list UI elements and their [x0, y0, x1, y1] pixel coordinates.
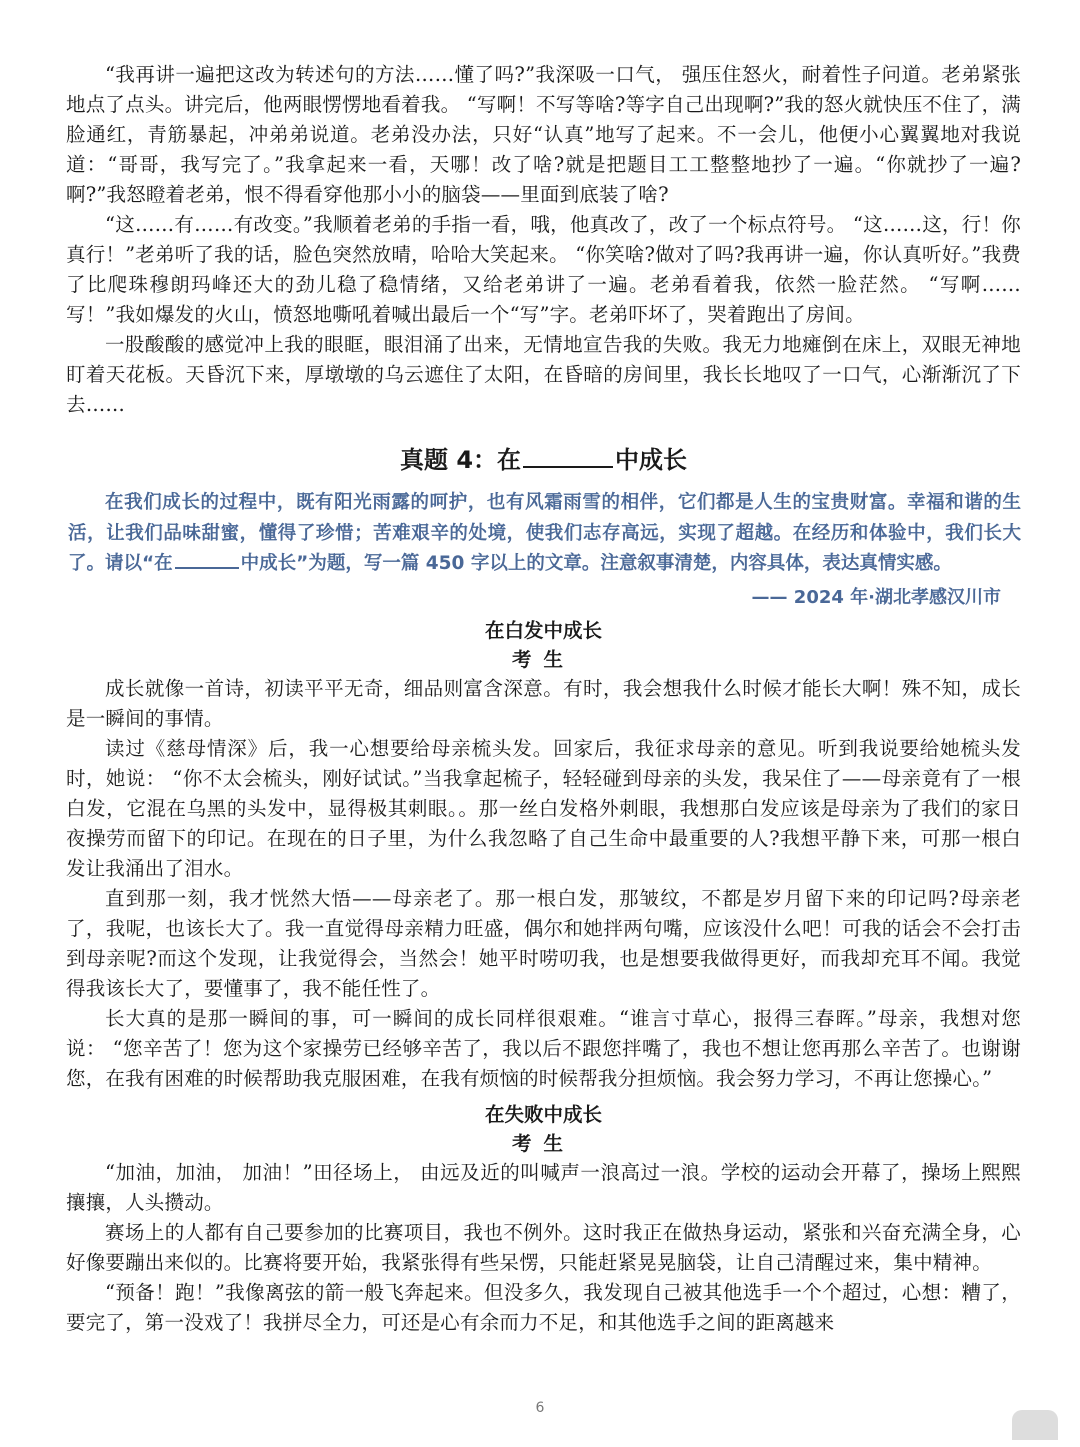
paragraph: 成长就像一首诗，初读平平无奇，细品则富含深意。有时，我会想我什么时候才能长大啊！殊不知，成长是一瞬间的事情。 — [66, 676, 1021, 730]
paragraph: “预备！跑！”我像离弦的箭一般飞奔起来。但没多久，我发现自己被其他选手一个个超过，心想：糟了，要完了，第一没戏了！我拼尽全力，可还是心有余而力不足，和其他选手之间的距离越来 — [66, 1280, 1021, 1334]
document-page — [66, 60, 1021, 1338]
title-blank — [523, 444, 613, 468]
section-title-prefix: 真题 4：在 — [399, 446, 522, 474]
paragraph: 赛场上的人都有自己要参加的比赛项目，我也不例外。这时我正在做热身运动，紧张和兴奋充满全身，心好像要蹦出来似的。比赛将要开始，我紧张得有些呆愣，只能赶紧晃晃脑袋，让自己清醒过来，集中精神。 — [66, 1220, 1021, 1274]
paragraph: “这……有……有改变。”我顺着老弟的手指一看，哦，他真改了，改了一个标点符号。 “这……这，行！你真行！”老弟听了我的话，脸色突然放晴，哈哈大笑起来。 “你笑啥?做对了吗?我再讲一遍，你认真听好。”我费了比爬珠穆朗玛峰还大的劲儿稳了稳情绪，又给老弟讲了一遍。老弟看着我，依然一脸茫然。 “写啊……写！”我如爆发的火山，愤怒地嘶吼着喊出最后一个“写”字。老弟吓坏了，哭着跑出了房间。 — [66, 213, 1021, 326]
essay-title: 在白发中成长 — [484, 618, 602, 642]
essay-title: 在失败中成长 — [484, 1102, 602, 1126]
paragraph: 直到那一刻，我才恍然大悟——母亲老了。那一根白发，那皱纹，不都是岁月留下来的印记吗?母亲老了，我呢，也该长大了。我一直觉得母亲精力旺盛，偶尔和她拌两句嘴，应该没什么吧！可我的话会不会打击到母亲呢?而这个发现，让我觉得会，当然会！她平时唠叨我，也是想要我做得更好，而我却充耳不闻。我觉得我该长大了，要懂事了，我不能任性了。 — [66, 886, 1021, 1000]
prompt-blank — [175, 549, 239, 569]
paragraph: 读过《慈母情深》后，我一心想要给母亲梳头发。回家后，我征求母亲的意见。听到我说要给她梳头发时，她说： “你不太会梳头，刚好试试。”当我拿起梳子，轻轻碰到母亲的头发，我呆住了——母亲竟有了一根白发，它混在乌黑的头发中，显得极其刺眼。。那一丝白发格外刺眼，我想那白发应该是母亲为了我们的家日夜操劳而留下的印记。在现在的日子里，为什么我忽略了自己生命中最重要的人?我想平静下来，可那一根白发让我涌出了泪水。 — [66, 736, 1021, 880]
essay-author: 考生 — [511, 647, 575, 671]
paragraph: 一股酸酸的感觉冲上我的眼眶，眼泪涌了出来，无情地宣告我的失败。我无力地瘫倒在床上，双眼无神地盯着天花板。天昏沉下来，厚墩墩的乌云遮住了太阳，在昏暗的房间里，我长长地叹了一口气，心渐渐沉了下去…… — [66, 333, 1021, 416]
paragraph: “加油，加油， 加油！”田径场上， 由远及近的叫喊声一浪高过一浪。学校的运动会开幕了，操场上熙熙攘攘，人头攒动。 — [66, 1160, 1021, 1214]
section-title-suffix: 中成长 — [615, 446, 688, 474]
page-number: 6 — [535, 1400, 545, 1416]
corner-watermark — [1012, 1410, 1058, 1440]
prompt-text-before: 在我们成长的过程中，既有阳光雨露的呵护，也有风霜雨雪的相伴，它们都是人生的宝贵财富。幸福和谐的生活，让我们品味甜蜜，懂得了珍惜；苦难艰辛的处境，使我们志存高远，实现了超越。在经历和体验中，我们长大了。请以“在 — [68, 492, 1021, 574]
section-title — [66, 442, 1021, 478]
prompt-source: —— 2024 年·湖北孝感汉川市 — [751, 586, 1001, 608]
essay-author: 考生 — [511, 1131, 575, 1155]
paragraph: 长大真的是那一瞬间的事，可一瞬间的成长同样很艰难。“谁言寸草心，报得三春晖。”母亲，我想对您说： “您辛苦了！您为这个家操劳已经够辛苦了，我以后不跟您拌嘴了，我也不想让您再那么辛苦了。也谢谢您，在我有困难的时候帮助我克服困难，在我有烦恼的时候帮我分担烦恼。我会努力学习，不再让您操心。” — [66, 1006, 1021, 1090]
paragraph: “我再讲一遍把这改为转述句的方法……懂了吗?”我深吸一口气， 强压住怒火，耐着性子问道。老弟紧张地点了点头。讲完后，他两眼愣愣地看着我。 “写啊！不写等啥?等字自己出现啊?”我的怒火就快压不住了，满脸通红，青筋暴起，冲弟弟说道。老弟没办法，只好“认真”地写了起来。不一会儿，他便小心翼翼地对我说道：“哥哥，我写完了。”我拿起来一看，天哪！改了啥?就是把题目工工整整地抄了一遍。“你就抄了一遍?啊?”我怒瞪着老弟，恨不得看穿他那小小的脑袋——里面到底装了啥? — [66, 63, 1021, 206]
essay-prompt — [66, 488, 1021, 580]
prompt-text-after: 中成长”为题，写一篇 450 字以上的文章。注意叙事清楚，内容具体，表达真情实感。 — [240, 553, 952, 574]
